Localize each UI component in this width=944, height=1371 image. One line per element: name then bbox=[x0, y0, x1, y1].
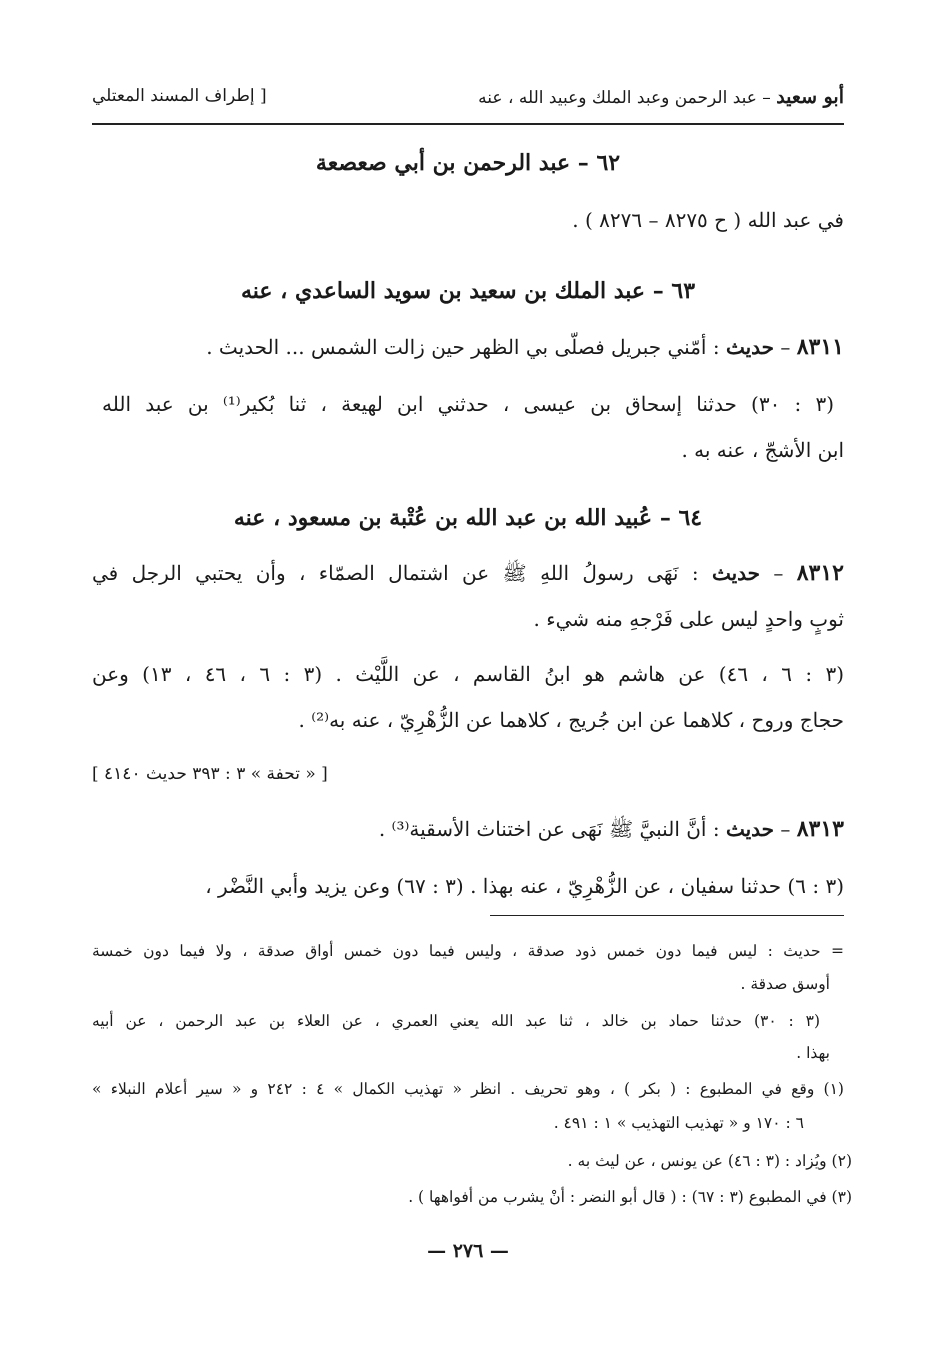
hadith-8311-isnad-line-2: ابن الأشجّ ، عنه به . bbox=[681, 438, 844, 462]
footnote-continuation-line-2: أوسق صدقة . bbox=[740, 975, 830, 993]
section-heading-64: ٦٤ – عُبيد الله بن عبد الله بن عُتْبة بن مسعود ، عنه bbox=[233, 505, 703, 531]
tuhfa-reference: [ « تحفة » ٣ : ٣٩٣ حديث ٤١٤٠ ] bbox=[92, 764, 328, 784]
hadith-8311-text: ٨٣١١ – حديث : أمّني جبريل فصلّى بي الظهر حين زالت الشمس ... الحديث . bbox=[206, 334, 844, 360]
footnote-continuation-line-1: = حديث : ليس فيما دون خمس ذود صدقة ، وليس فيما دون خمس أواق صدقة ، ولا فيما دون خمسة bbox=[92, 942, 844, 960]
header-rule bbox=[92, 123, 844, 125]
section-heading-63: ٦٣ – عبد الملك بن سعيد بن سويد الساعدي ، عنه bbox=[240, 278, 696, 304]
hadith-8313-text: ٨٣١٣ – حديث : أنَّ النبيَّ ﷺ نَهَى عن اختناث الأسقية⁽³⁾ . bbox=[378, 816, 844, 842]
running-title: أبو سعيد – عبد الرحمن وعبد الملك وعبيد الله ، عنه bbox=[478, 86, 844, 108]
page-number: — ٢٧٦ — bbox=[427, 1240, 509, 1262]
hadith-8311-isnad-line-1: (٣ : ٣٠) حدثنا إسحاق بن عيسى ، حدثني ابن لهيعة ، ثنا بُكير⁽¹⁾ بن عبد الله bbox=[102, 392, 835, 416]
running-header bbox=[92, 86, 844, 120]
section-heading-62: ٦٢ – عبد الرحمن بن أبي صعصعة bbox=[315, 150, 621, 176]
hadith-8312-isnad-line-1: (٣ : ٦ ، ٤٦) عن هاشم هو ابنُ القاسم ، عن اللَّيْث . (٣ : ٦ ، ٤٦ ، ١٣) وعن bbox=[92, 662, 845, 686]
hadith-8312-text-line-1: ٨٣١٢ – حديث : نَهَى رسولُ اللهِ ﷺ عن اشتمال الصمّاء ، وأن يحتبي الرجل في bbox=[92, 560, 844, 586]
footnote-1-line-2: ٦ : ١٧٠ و « تهذيب التهذيب » ١ : ٤٩١ . bbox=[553, 1114, 804, 1132]
footnote-3: (٣) في المطبوع (٣ : ٦٧) : ( قال أبو النضر : أنْ يشرب من أفواهها ) . bbox=[408, 1188, 852, 1206]
footnote-continuation-line-4: بهذا . bbox=[796, 1044, 830, 1062]
footnote-1-line-1: (١) وقع في المطبوع : ( بكر ) ، وهو تحريف . انظر « تهذيب الكمال » ٤ : ٢٤٢ و « سير أعلام النبلاء » bbox=[92, 1080, 844, 1098]
footnote-2: (٢) ويُزاد : (٣ : ٤٦) عن يونس ، عن ليث به . bbox=[567, 1152, 852, 1170]
hadith-8312-text-line-2: ثوبٍ واحدٍ ليس على فَرْجهِ منه شيء . bbox=[533, 607, 844, 631]
footnote-rule bbox=[490, 915, 844, 916]
section-62-reference: في عبد الله ( ح ٨٢٧٥ – ٨٢٧٦ ) . bbox=[572, 208, 844, 232]
footnote-continuation-line-3: (٣ : ٣٠) حدثنا حماد بن خالد ، ثنا عبد الله يعني العمري ، عن العلاء بن عبد الرحمن ، عن أبيه bbox=[92, 1012, 820, 1030]
book-title: [ إطراف المسند المعتلي bbox=[92, 86, 267, 106]
hadith-8313-isnad-line-1: (٣ : ٦) حدثنا سفيان ، عن الزُّهْرِيّ ، عنه بهذا . (٣ : ٦٧) وعن يزيد وأبي النَّضْر ، bbox=[205, 874, 844, 898]
hadith-8312-isnad-line-2: حجاج وروح ، كلاهما عن ابن جُريج ، كلاهما عن الزُّهْرِيّ ، عنه به⁽²⁾ . bbox=[298, 708, 844, 732]
